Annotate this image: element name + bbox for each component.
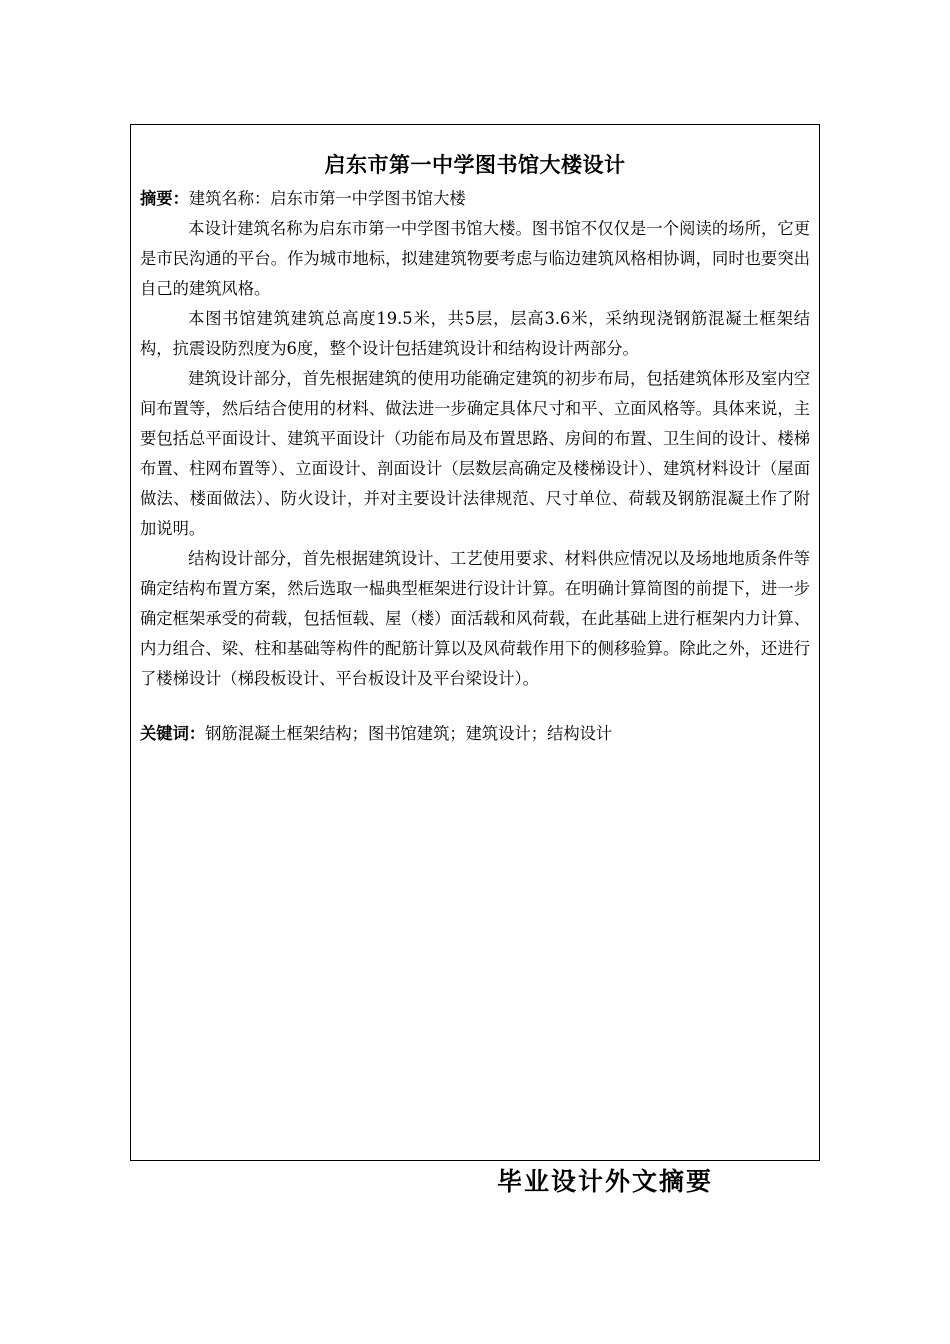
abstract-content (140, 184, 810, 749)
building-name: 建筑名称：启东市第一中学图书馆大楼 (188, 189, 466, 208)
abstract-label: 摘要： (140, 189, 189, 208)
keywords-text: 钢筋混凝土框架结构；图书馆建筑；建筑设计；结构设计 (205, 724, 613, 743)
abstract-header-line (140, 184, 810, 214)
paragraph-intro: 本设计建筑名称为启东市第一中学图书馆大楼。图书馆不仅仅是一个阅读的场所，它更是市民沟通的平台。作为城市地标，拟建建筑物要考虑与临边建筑风格相协调，同时也要突出自己的建筑风格。 (140, 219, 810, 298)
keywords-line (140, 719, 810, 749)
paragraph-structure: 结构设计部分，首先根据建筑设计、工艺使用要求、材料供应情况以及场地地质条件等确定结构布置方案，然后选取一榀典型框架进行设计计算。在明确计算简图的前提下，进一步确定框架承受的荷载，包括恒载、屋（楼）面活载和风荷载，在此基础上进行框架内力计算、内力组合、梁、柱和基础等构件的配筋计算以及风荷载作用下的侧移验算。除此之外，还进行了楼梯设计（梯段板设计、平台板设计及平台梁设计）。 (140, 549, 810, 688)
keywords-label: 关键词： (140, 724, 206, 743)
paragraph-architecture: 建筑设计部分，首先根据建筑的使用功能确定建筑的初步布局，包括建筑体形及室内空间布置等，然后结合使用的材料、做法进一步确定具体尺寸和平、立面风格等。具体来说，主要包括总平面设计、建筑平面设计（功能布局及布置思路、房间的布置、卫生间的设计、楼梯布置、柱网布置等）、立面设计、剖面设计（层数层高确定及楼梯设计）、建筑材料设计（屋面做法、楼面做法）、防火设计，并对主要设计法律规范、尺寸单位、荷载及钢筋混凝土作了附加说明。 (140, 369, 810, 538)
paragraph-overview: 本图书馆建筑建筑总高度19.5米，共5层，层高3.6米，采纳现浇钢筋混凝土框架结构，抗震设防烈度为6度，整个设计包括建筑设计和结构设计两部分。 (140, 309, 810, 358)
abstract-box (130, 124, 820, 1161)
foreign-abstract-heading: 毕业设计外文摘要 (497, 1167, 714, 1196)
document-title: 启东市第一中学图书馆大楼设计 (324, 153, 626, 177)
